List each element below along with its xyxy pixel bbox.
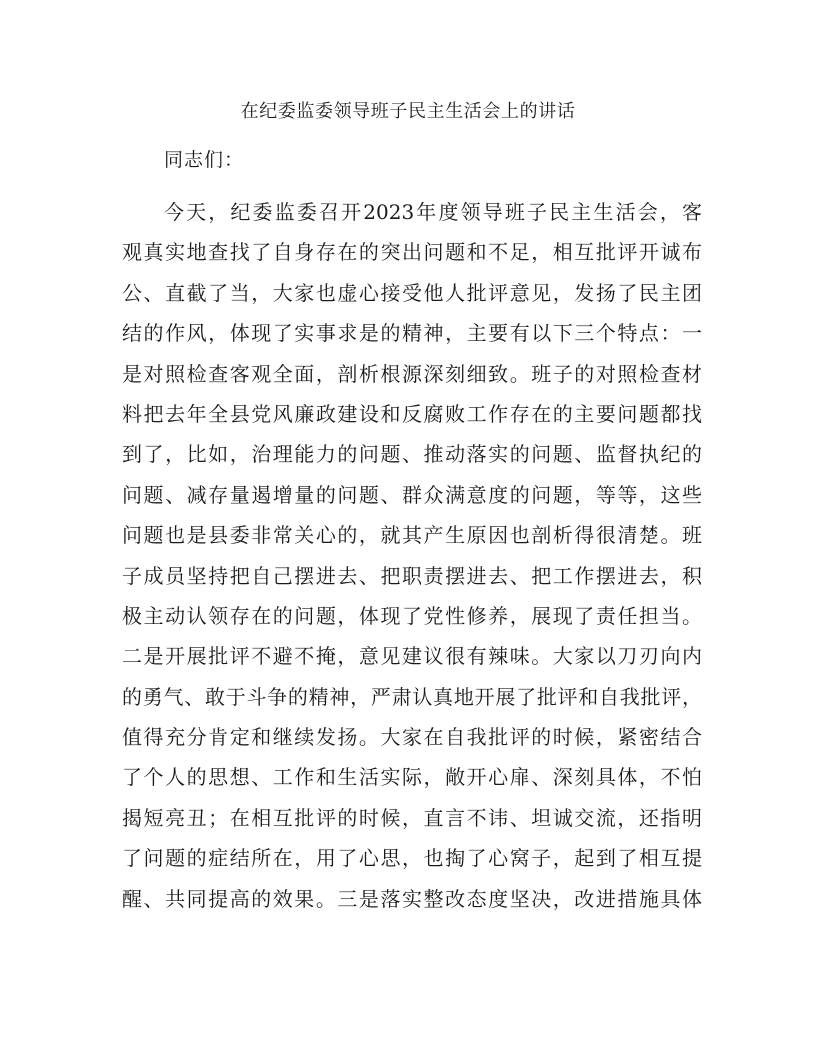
document-title: 在纪委监委领导班子民主生活会上的讲话 — [240, 101, 576, 122]
paragraph-line: 料把去年全县党风廉政建设和反腐败工作存在的主要问题都找 — [122, 401, 702, 426]
paragraph-line: 公、直截了当，大家也虚心接受他人批评意见，发扬了民主团 — [122, 280, 702, 305]
paragraph-line: 问题、减存量遏增量的问题、群众满意度的问题，等等，这些 — [122, 482, 702, 507]
paragraph-line: 值得充分肯定和继续发扬。大家在自我批评的时候，紧密结合 — [122, 725, 702, 750]
paragraph-line: 观真实地查找了自身存在的突出问题和不足，相互批评开诚布 — [122, 240, 702, 265]
paragraph-line: 了个人的思想、工作和生活实际，敞开心扉、深刻具体，不怕 — [122, 765, 702, 790]
paragraph-line: 今天，纪委监委召开2023年度领导班子民主生活会，客 — [164, 200, 702, 224]
paragraph-line: 了问题的症结所在，用了心思，也掏了心窝子，起到了相互提 — [122, 846, 702, 871]
paragraph-line: 揭短亮丑；在相互批评的时候，直言不讳、坦诚交流，还指明 — [122, 805, 702, 830]
salutation: 同志们： — [164, 149, 245, 171]
paragraph-line: 子成员坚持把自己摆进去、把职责摆进去、把工作摆进去，积 — [122, 563, 702, 588]
paragraph-line: 到了，比如，治理能力的问题、推动落实的问题、监督执纪的 — [122, 442, 702, 467]
paragraph-line: 结的作风，体现了实事求是的精神，主要有以下三个特点：一 — [122, 321, 702, 346]
paragraph-line: 问题也是县委非常关心的，就其产生原因也剖析得很清楚。班 — [122, 523, 702, 548]
paragraph-line: 的勇气、敢于斗争的精神，严肃认真地开展了批评和自我批评， — [122, 684, 702, 709]
body-paragraph — [122, 192, 702, 919]
paragraph-line: 醒、共同提高的效果。三是落实整改态度坚决，改进措施具体 — [122, 886, 702, 911]
paragraph-line: 是对照检查客观全面，剖析根源深刻细致。班子的对照检查材 — [122, 361, 702, 386]
paragraph-line: 二是开展批评不避不掩，意见建议很有辣味。大家以刀刃向内 — [122, 644, 702, 669]
paragraph-line: 极主动认领存在的问题，体现了党性修养，展现了责任担当。 — [122, 603, 702, 628]
